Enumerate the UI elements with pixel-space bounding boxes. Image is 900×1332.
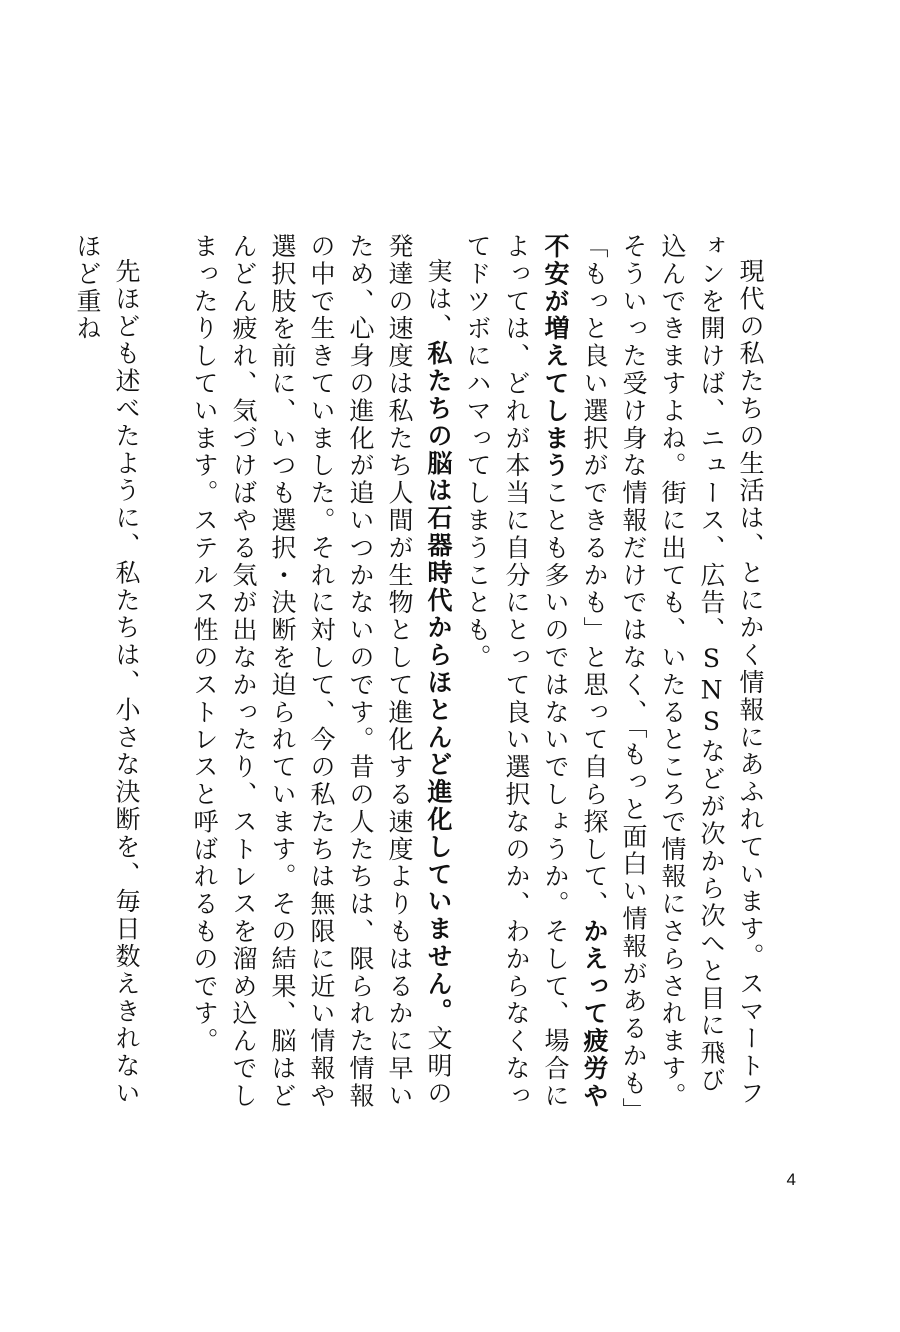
paragraph-3 [68,233,146,1113]
paragraph-2-text-a: 実は、 [424,258,453,341]
paragraph-1 [458,233,770,1113]
page-number: 4 [786,1170,796,1189]
paragraph-2-emphasis: 私たちの脳は石器時代からほとんど進化していません。 [424,340,453,1026]
paragraph-3-text: 先ほども述べたように、私たちは、小さな決断を、毎日数えきれないほど重ね [73,233,141,1108]
vertical-text-body [68,233,770,1113]
paragraph-1-text-a: 現代の私たちの生活は、とにかく情報にあふれています。スマートフォンを開けば、ニュース、広告、SNSなどが次から次へと目に飛び込んできますよね。街に出ても、いたるところで情報にさらされます。そういった受け身な情報だけではなく、「もっと面白い情報があるかも」「もっと良い選択ができるかも」と思って自ら探して、 [580,233,765,1113]
paragraph-2 [185,233,458,1113]
paragraph-1-emphasis: かえって疲労や不安が増えてしまう [541,233,609,1110]
paragraph-2-text-b: 文明の発達の速度は私たち人間が生物として進化する速度よりもはるかに早いため、心身の進化が追いつかないのです。昔の人たちは、限られた情報の中で生きていました。それに対して、今の私たちは無限に近い情報や選択肢を前に、いつも選択・決断を迫られています。その結果、脳はどんどん疲れ、気づけばやる気が出なかったり、ストレスを溜め込んでしまったりしています。ステルス性のストレスと呼ばれるものです。 [190,233,453,1110]
paragraph-1-text-b: ことも多いのではないでしょうか。そして、場合によっては、どれが本当に自分にとって良い選択なのか、わからなくなってドツボにハマってしまうことも。 [463,233,570,1110]
